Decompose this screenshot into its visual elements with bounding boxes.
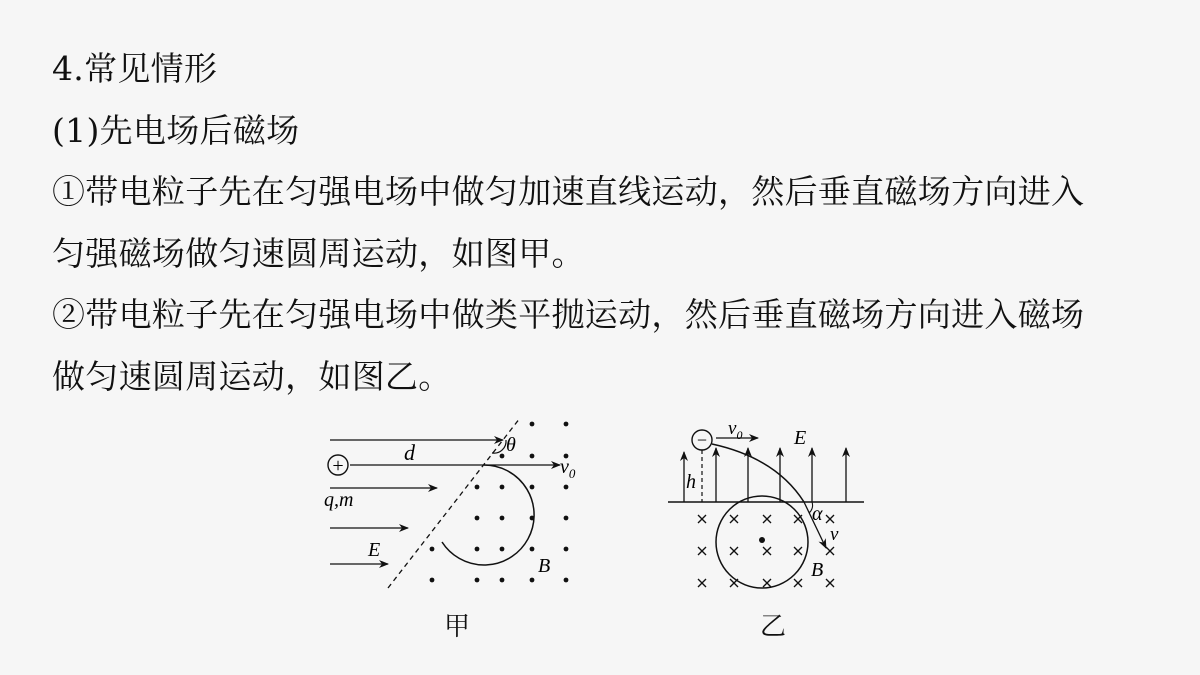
charge-sign: + — [332, 455, 344, 477]
caption-jia: 甲 — [444, 612, 471, 642]
label-B: B — [811, 559, 824, 581]
label-v0: $v_0$ — [560, 456, 576, 481]
label-v-exit: v — [830, 524, 839, 545]
subheading: (1)先电场后磁场 — [52, 110, 300, 150]
charge-sign: − — [696, 430, 708, 450]
label-v0: $v_0$ — [728, 418, 743, 442]
label-E: E — [794, 427, 807, 449]
label-E: E — [368, 539, 381, 561]
label-h: h — [686, 471, 696, 493]
parabolic-trajectory — [712, 444, 804, 502]
label-alpha: α — [812, 503, 823, 525]
label-theta: θ — [506, 434, 516, 456]
circle-center — [759, 537, 765, 543]
label-d: d — [404, 440, 415, 465]
label-qm: q,m — [324, 489, 354, 511]
electric-field-lines — [684, 448, 846, 502]
figure-yi-diagram — [666, 418, 871, 603]
paragraph-1-line-1: ①带电粒子先在匀强电场中做匀加速直线运动，然后垂直磁场方向进入 — [52, 172, 1085, 211]
paragraph-2-line-1: ②带电粒子先在匀强电场中做类平抛运动，然后垂直磁场方向进入磁场 — [52, 295, 1085, 334]
text-block — [52, 38, 1162, 407]
figure-jia-diagram — [320, 418, 590, 603]
label-B: B — [538, 555, 551, 577]
caption-yi: 乙 — [760, 612, 787, 642]
figure-jia — [320, 418, 590, 648]
paragraph-1-line-2: 匀强磁场做匀速圆周运动，如图甲。 — [52, 233, 585, 273]
trajectory-arc — [442, 465, 534, 565]
figure-yi — [666, 418, 871, 648]
paragraph-2-line-2: 做匀速圆周运动，如图乙。 — [52, 356, 452, 396]
heading: 4.常见情形 — [52, 49, 218, 88]
